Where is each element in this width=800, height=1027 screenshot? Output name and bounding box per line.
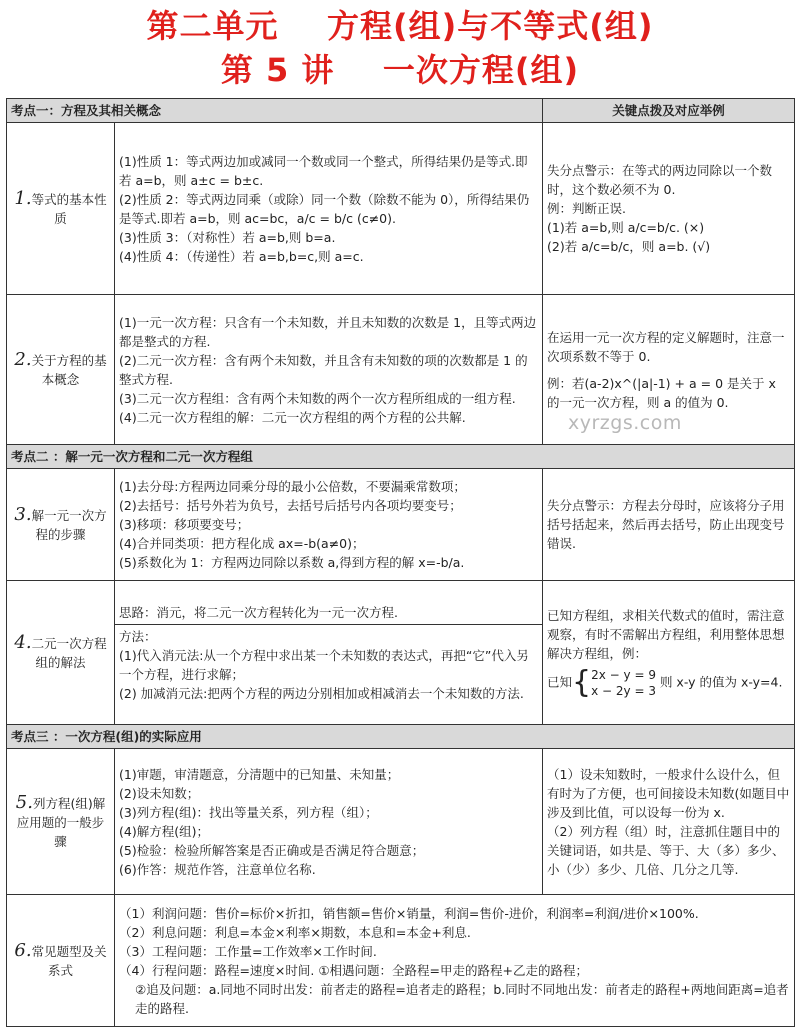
list-item: (3)列方程(组)：找出等量关系，列方程（组）； [119,804,378,820]
section-5-content [115,749,543,895]
section-header-1 [7,99,795,123]
knowledge-table [6,98,795,1027]
list-item: 失分点警示：方程去分母时，应该将分子用括号括起来，然后再去括号，防止出现变号错误. [547,498,785,551]
list-item: (1)若 a=b,则 a/c=b/c. (×) [547,220,705,235]
section-2-label [7,295,115,445]
header-1-left: 考点一：方程及其相关概念 [7,99,543,123]
watermark: xyrzgs.com [568,412,682,434]
equation-2: x − 2y = 3 [591,684,656,698]
section-1-num: 1. [14,188,32,209]
method-title: 方法： [119,628,157,644]
section-4-methods [115,624,542,705]
section-1-label [7,123,115,295]
section-6-text: 常见题型及关系式 [31,944,107,978]
section-4-idea: 思路：消元，将二元一次方程转化为一元一次方程. [115,601,542,625]
row-section-1 [7,123,795,295]
equation-example [547,667,790,699]
section-5-label [7,749,115,895]
section-5-notes [543,749,795,895]
section-1-content [115,123,543,295]
list-item: (2)去括号：括号外若为负号，去括号后括号内各项均要变号； [119,498,462,513]
list-item: （2）利息问题：利息=本金×利率×期数，本息和=本金+利息. [119,924,471,940]
section-1-notes [543,123,795,295]
row-section-4 [7,581,795,725]
list-item: (1)一元一次方程：只含有一个未知数，并且未知数的次数是 1，且等式两边都是整式的方程. [119,314,537,349]
section-3-notes [543,469,795,581]
equation-prefix: 已知 [547,674,573,690]
list-item: （2）列方程（组）时，注意抓住题目中的关键词语，如共是、等于、大（多）多少、小（少）多少、几倍、几分之几等. [547,823,785,877]
list-item: 失分点警示：在等式的两边同除以一个数时，这个数必须不为 0. [547,163,773,197]
list-item: (2)设未知数； [119,785,200,801]
section-3-num: 3. [14,504,32,525]
row-section-3 [7,469,795,581]
list-item: （1）设未知数时，一般求什么设什么，但有时为了方便，也可间接设未知数(如题目中涉及到比值，可以设每一份为 x. [547,766,790,820]
title-block [0,0,800,96]
list-item: (3)性质 3：（对称性）若 a=b,则 b=a. [119,229,336,245]
section-4-text: 二元一次方程组的解法 [31,636,107,670]
equation-suffix: 则 x-y 的值为 x-y=4. [659,674,783,690]
section-2-text: 关于方程的基本概念 [31,353,107,387]
list-item: (1)性质 1：等式两边加或减同一个数或同一个整式，所得结果仍是等式.即若 a=b，则 a±c = b±c. [119,153,528,188]
list-item: 例：若(a-2)x^(|a|-1) + a = 0 是关于 x 的一元一次方程，则 a 的值为 0. [547,375,776,410]
section-2-content [115,295,543,445]
section-6-content [115,895,795,1027]
section-6-num: 6. [14,940,32,961]
list-item: (2)若 a/c=b/c，则 a=b. (√) [547,239,711,254]
section-5-num: 5. [15,791,33,813]
section-4-inner [115,601,542,705]
list-item: 在运用一元一次方程的定义解题时，注意一次项系数不等于 0. [547,329,785,364]
section-5-text: 列方程(组)解应用题的一般步骤 [16,795,106,849]
list-item: (5)系数化为 1：方程两边同除以系数 a,得到方程的解 x=-b/a. [119,555,465,570]
list-item: （4）行程问题：路程=速度×时间. ①相遇问题：全路程=甲走的路程+乙走的路程； [119,962,589,978]
section-1-text: 等式的基本性质 [31,192,107,226]
list-item: (3)移项：移项要变号； [119,517,250,532]
section-4-note-text: 已知方程组，求相关代数式的值时，需注意观察，有时不需解出方程组，利用整体思想解决方程组，例： [547,608,785,661]
row-section-5 [7,749,795,895]
section-4-content [115,581,543,725]
section-3-content [115,469,543,581]
section-3-label [7,469,115,581]
list-item: (1)审题，审清题意，分清题中的已知量、未知量； [119,766,400,782]
section-header-2 [7,445,795,469]
section-2-num: 2. [14,349,32,370]
list-item: (3)二元一次方程组：含有两个未知数的两个一次方程所组成的一组方程. [119,390,516,406]
section-4-num: 4. [14,632,32,653]
list-item: 例：判断正误. [547,201,626,216]
unit-title: 第二单元 方程(组)与不等式(组) [146,7,654,45]
lesson-title: 第 5 讲 一次方程(组) [220,51,580,89]
section-4-notes [543,581,795,725]
equation-system [591,667,656,699]
list-item: （1）利润问题：售价=标价×折扣，销售额=售价×销量，利润=售价-进价，利润率=利润/进价×100%. [119,905,699,921]
list-item: (2)性质 2：等式两边同乘（或除）同一个数（除数不能为 0），所得结果仍是等式.即若 a=b，则 ac=bc，a/c = b/c (c≠0). [119,191,530,226]
list-item: (5)检验：检验所解答案是否正确或是否满足符合题意； [119,842,425,858]
list-item: ②追及问题：a.同地不同时出发：前者走的路程=追者走的路程；b.同时不同地出发：前者走的路程+两地间距离=追者走的路程. [135,981,789,1016]
list-item: (6)作答：规范作答，注意单位名称. [119,861,316,877]
section-6-label [7,895,115,1027]
equation-1: 2x − y = 9 [591,668,656,682]
list-item: (1)去分母:方程两边同乘分母的最小公倍数，不要漏乘常数项； [119,479,466,494]
header-3-left: 考点三 ：一次方程(组)的实际应用 [7,725,795,749]
list-item: （3）工程问题：工作量=工作效率×工作时间. [119,943,377,959]
list-item: (4)解方程(组)； [119,823,209,839]
list-item: (4)性质 4：（传递性）若 a=b,b=c,则 a=c. [119,248,364,264]
section-header-3 [7,725,795,749]
section-4-label [7,581,115,725]
brace-icon: { [572,665,592,700]
list-item: (2)二元一次方程：含有两个未知数，并且含有未知数的项的次数都是 1 的整式方程. [119,352,528,387]
list-item: (4)合并同类项：把方程化成 ax=-b(a≠0)； [119,536,365,551]
row-section-6 [7,895,795,1027]
list-item: (4)二元一次方程组的解：二元一次方程组的两个方程的公共解. [119,409,466,425]
header-2-left: 考点二 ：解一元一次方程和二元一次方程组 [7,445,795,469]
list-item: (2) 加减消元法:把两个方程的两边分别相加或相减消去一个未知数的方法. [119,685,524,701]
section-3-text: 解一元一次方程的步骤 [31,508,107,542]
header-1-right: 关键点拨及对应举例 [543,99,795,123]
list-item: (1)代入消元法:从一个方程中求出某一个未知数的表达式，再把“它”代入另一个方程，进行求解； [119,647,529,682]
